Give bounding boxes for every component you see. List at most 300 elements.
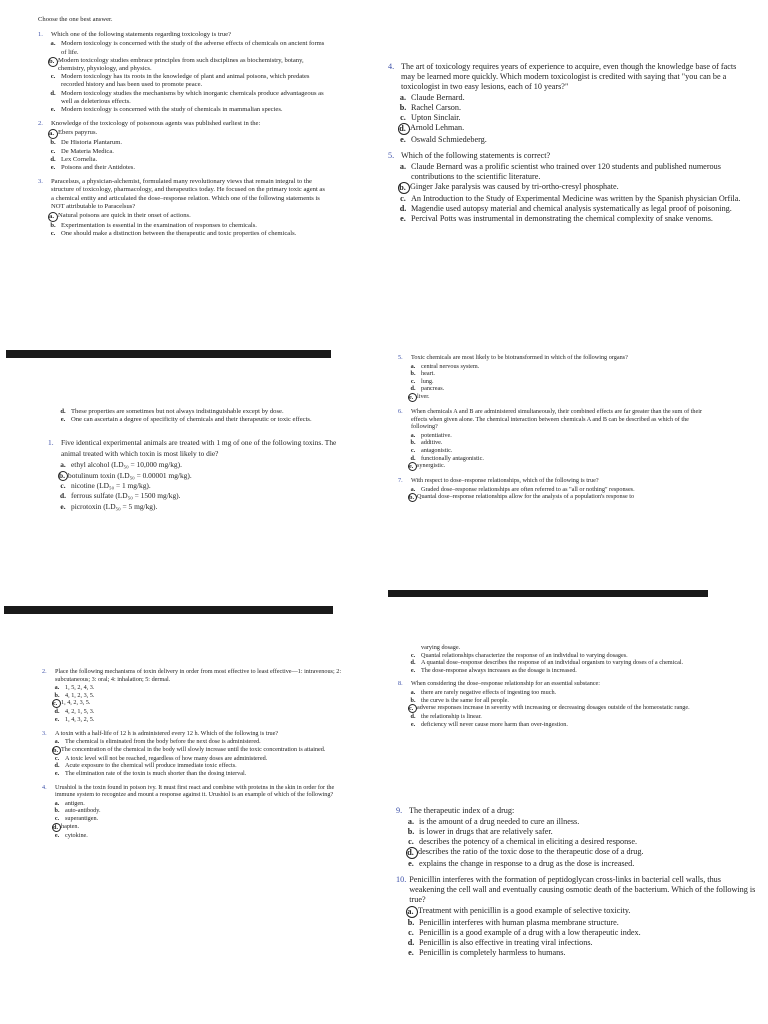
option-text: The concentration of the chemical in the body will slowly increase until the toxic concentration is attained. <box>61 745 326 753</box>
answer-option[interactable] <box>48 222 328 230</box>
question-text: Five identical experimental animals are treated with 1 mg of one of the following toxins. The animal treated with which toxin is most likely to die? <box>61 438 337 458</box>
option-text: pancreas. <box>421 385 445 393</box>
option-text: is the amount of a drug needed to cure an illness. <box>419 817 580 826</box>
answer-option[interactable] <box>406 827 758 837</box>
question-text: Which of the following statements is correct? <box>401 151 551 160</box>
answer-option[interactable] <box>48 40 328 56</box>
option-letter: a. <box>399 93 407 102</box>
question <box>38 178 328 238</box>
question-stem <box>398 354 706 362</box>
answer-option-selected[interactable] <box>398 123 750 135</box>
continued-option <box>408 659 698 667</box>
question-number: 6. <box>398 407 403 415</box>
option-letter: a. <box>54 799 60 807</box>
option-letter: d. <box>60 408 66 415</box>
option-letter: b. <box>54 691 60 699</box>
option-letter: b. <box>50 139 56 147</box>
answer-option[interactable] <box>52 832 352 840</box>
answer-option[interactable] <box>408 447 706 455</box>
option-text: superantigen. <box>65 814 99 822</box>
answer-options <box>58 460 338 512</box>
option-letter: c. <box>50 147 56 155</box>
answer-option-selected[interactable] <box>52 746 352 755</box>
answer-option[interactable] <box>408 713 698 721</box>
answer-option[interactable] <box>52 800 352 808</box>
option-text: One can ascertain a degree of specificity of chemicals and their therapeutic or toxic effects. <box>71 416 312 424</box>
question-text: Toxic chemicals are most likely to be biotransformed in which of the following organs? <box>411 354 628 361</box>
answer-option[interactable] <box>408 432 706 440</box>
answer-options <box>408 363 706 402</box>
option-letter: e. <box>60 416 66 424</box>
option-text: Quantal dose–response relationships allow for the analysis of a population's response to <box>417 493 635 501</box>
option-text: auto-antibody. <box>65 807 101 815</box>
answer-option[interactable] <box>406 938 758 948</box>
option-letter: c. <box>400 194 406 203</box>
option-letter: c. <box>408 928 414 937</box>
option-letter: a. <box>407 817 415 826</box>
option-text: functionally antagonistic. <box>421 454 484 462</box>
answer-option[interactable] <box>48 90 328 106</box>
option-letter: d. <box>54 762 60 770</box>
question-number: 5. <box>398 354 403 361</box>
option-text: Oswald Schmiedeberg. <box>411 135 487 144</box>
answer-option[interactable] <box>52 762 352 770</box>
question <box>396 875 758 958</box>
option-letter: c. <box>50 73 56 81</box>
question-number: 4. <box>42 783 47 791</box>
question-text: Penicillin interferes with the formation of peptidoglycan cross-links in bacterial cell walls, thus weakening the cell wall and eventually causing osmotic death of the bacterium. Which of the following is true? <box>409 875 756 904</box>
answer-option[interactable] <box>398 113 750 123</box>
answer-option-selected[interactable] <box>48 212 328 222</box>
option-letter: e. <box>410 666 416 674</box>
option-letter: c. <box>54 814 60 822</box>
selected-answer-circle: a. <box>48 129 58 139</box>
selected-answer-circle: d. <box>52 823 61 832</box>
answer-options <box>48 40 328 114</box>
question-stem <box>396 875 758 905</box>
answer-options <box>52 800 352 839</box>
question-number: 8. <box>398 680 403 688</box>
option-text: lung. <box>421 377 434 385</box>
option-letter: e. <box>60 501 66 511</box>
panel-bottom-right-lower <box>396 806 758 1006</box>
option-text: varying dosage. <box>421 644 461 651</box>
option-text: describes the ratio of the toxic dose to the therapeutic dose of a drug. <box>418 847 644 856</box>
question <box>398 680 698 728</box>
option-text: Modern toxicology studies embrace principles from such disciplines as biochemistry, botany, chemistry, physiology, and physics. <box>58 56 304 73</box>
answer-option[interactable] <box>408 689 698 697</box>
option-text: Magendie used autopsy material and chemical analysis systematically as legal proof of poisoning. <box>411 204 732 213</box>
option-letter: d. <box>410 454 416 462</box>
option-letter: a. <box>50 40 56 48</box>
option-text: Lex Cornelia. <box>61 155 98 163</box>
option-letter: c. <box>410 651 416 659</box>
option-text: there are rarely negative effects of ingesting too much. <box>421 688 557 696</box>
question-text: Place the following mechanisms of toxin delivery in order from most effective to least effective—1: intravenous; 2: subcutaneous; 3: oral; 4: inhalation; 5: dermal. <box>55 668 342 683</box>
answer-options <box>52 738 352 777</box>
answer-option[interactable] <box>406 918 758 928</box>
answer-option[interactable] <box>398 214 750 224</box>
continued-option <box>408 667 698 675</box>
answer-option[interactable] <box>406 859 758 869</box>
panel-top-right <box>388 62 750 292</box>
answer-option[interactable] <box>48 139 328 147</box>
answer-option[interactable] <box>52 692 352 700</box>
selected-answer-circle: d. <box>398 123 410 135</box>
option-text: Arnold Lehman. <box>410 123 465 132</box>
option-letter: c. <box>50 230 56 238</box>
answer-option[interactable] <box>58 502 338 512</box>
option-text: A toxic level will not be reached, regardless of how many doses are administered. <box>65 754 268 762</box>
option-letter: d. <box>60 491 66 501</box>
option-text: The chemical is eliminated from the body before the next dose is administered. <box>65 738 261 746</box>
option-letter: e. <box>400 214 406 223</box>
answer-option[interactable] <box>48 156 328 164</box>
answer-option-selected[interactable] <box>398 182 750 194</box>
answer-option[interactable] <box>52 815 352 823</box>
option-letter: b. <box>410 439 416 447</box>
answer-option[interactable] <box>406 928 758 938</box>
question-number: 1. <box>48 438 54 448</box>
answer-options <box>52 684 352 723</box>
panel-bottom-left <box>42 668 352 938</box>
question-number: 2. <box>42 668 47 675</box>
option-text: central nervous system. <box>421 362 480 370</box>
option-text: 1, 4, 2, 3, 5. <box>61 699 91 707</box>
answer-option[interactable] <box>52 708 352 716</box>
answer-option-selected[interactable] <box>408 493 706 502</box>
selected-answer-circle: e. <box>408 393 417 402</box>
panel-top-left <box>38 16 328 294</box>
answer-option[interactable] <box>398 162 750 182</box>
answer-option[interactable] <box>408 363 706 371</box>
option-letter: b. <box>410 696 416 704</box>
answer-options <box>48 212 328 238</box>
continued-option <box>408 644 698 652</box>
answer-option[interactable] <box>48 148 328 156</box>
option-text: De Historia Plantarum. <box>61 139 122 147</box>
answer-option[interactable] <box>52 755 352 763</box>
option-text: Modern toxicology studies the mechanisms by which inorganic chemicals produce advantageous as well as deleterious effects. <box>61 89 324 105</box>
option-letter: a. <box>399 162 407 171</box>
question-stem <box>42 730 352 738</box>
answer-options <box>408 486 706 503</box>
option-letter: d. <box>50 89 56 97</box>
question-number: 5. <box>388 151 395 160</box>
option-letter: a. <box>410 362 416 370</box>
answer-option[interactable] <box>398 194 750 204</box>
answer-option[interactable] <box>58 491 338 501</box>
option-letter: c. <box>54 754 60 762</box>
answer-option[interactable] <box>406 837 758 847</box>
answer-option[interactable] <box>408 486 706 494</box>
option-letter: a. <box>410 485 416 493</box>
option-text: Penicillin interferes with human plasma membrane structure. <box>419 918 619 927</box>
question <box>38 120 328 172</box>
answer-option[interactable] <box>408 370 706 378</box>
option-letter: b. <box>410 370 416 378</box>
question-stem <box>38 120 328 128</box>
option-letter: d. <box>407 938 415 947</box>
option-text: ethyl alcohol (LD₅₀ = 10,000 mg/kg). <box>71 460 182 470</box>
question-text: A toxin with a half-life of 12 h is administered every 12 h. Which of the following is true? <box>55 729 279 737</box>
option-text: picrotoxin (LD₅₀ = 5 mg/kg). <box>71 501 158 511</box>
answer-option[interactable] <box>398 103 750 113</box>
option-text: 1, 4, 3, 2, 5. <box>65 715 95 723</box>
question-stem <box>388 151 750 161</box>
answer-options <box>408 689 698 728</box>
answer-option[interactable] <box>408 439 706 447</box>
option-text: explains the change in response to a drug as the dose is increased. <box>419 859 635 868</box>
option-text: Penicillin is a good example of a drug with a low therapeutic index. <box>419 928 641 937</box>
selected-answer-circle: a. <box>48 212 58 222</box>
option-text: heart. <box>421 370 435 378</box>
selected-answer-circle: b. <box>48 57 58 67</box>
answer-option[interactable] <box>52 684 352 692</box>
option-text: the curve is the same for all people. <box>421 696 509 704</box>
option-letter: a. <box>410 431 416 439</box>
answer-option[interactable] <box>52 770 352 778</box>
selected-answer-circle: e. <box>408 462 417 471</box>
answer-option-selected[interactable] <box>58 471 338 481</box>
answer-option-selected[interactable] <box>406 847 758 859</box>
option-text: Ebers papyrus. <box>58 129 98 137</box>
answer-option[interactable] <box>48 106 328 114</box>
option-text: botulinum toxin (LD₅₀ = 0.00001 mg/kg). <box>68 470 192 480</box>
question-number: 10. <box>396 875 407 884</box>
question <box>398 354 706 402</box>
selected-answer-circle: b. <box>58 471 68 481</box>
option-text: antigen. <box>65 799 85 807</box>
answer-option[interactable] <box>406 817 758 827</box>
option-letter: d. <box>50 155 56 163</box>
option-text: Penicillin is completely harmless to humans. <box>419 948 566 957</box>
option-text: Treatment with penicillin is a good example of selective toxicity. <box>418 906 631 915</box>
answer-option-selected[interactable] <box>408 393 706 402</box>
question <box>396 806 758 869</box>
answer-option-selected[interactable] <box>408 704 698 713</box>
question-stem <box>48 438 338 459</box>
answer-options <box>408 432 706 471</box>
question <box>42 668 352 724</box>
option-text: 1, 5, 2, 4, 3. <box>65 684 95 692</box>
page-divider-right <box>388 590 708 597</box>
answer-option[interactable] <box>408 385 706 393</box>
option-text: cytokine. <box>65 831 88 839</box>
answer-options <box>48 129 328 172</box>
option-text: 4, 1, 2, 3, 5. <box>65 691 95 699</box>
option-text: Rachel Carson. <box>411 103 462 112</box>
question-text: When chemicals A and B are administered simultaneously, their combined effects are far greater than the sum of their effects when given alone. The chemical interaction between chemicals A and B can be described as which of the following? <box>411 407 703 431</box>
option-text: is lower in drugs that are relatively safer. <box>419 827 553 836</box>
continued-option <box>58 408 338 416</box>
question-stem <box>38 178 328 211</box>
answer-option[interactable] <box>52 716 352 724</box>
option-letter: b. <box>407 827 415 836</box>
option-text: deficiency will never cause more harm than over-ingestion. <box>421 720 568 728</box>
question-number: 7. <box>398 477 403 485</box>
option-text: Upton Sinclair. <box>411 113 461 122</box>
option-text: antagonistic. <box>421 446 453 454</box>
question <box>388 62 750 145</box>
question-number: 2. <box>38 120 43 128</box>
option-text: Claude Bernard was a prolific scientist who trained over 120 students and published numerous contributions to the scientific literature. <box>411 162 721 181</box>
selected-answer-circle: c. <box>52 699 61 708</box>
answer-option[interactable] <box>406 948 758 958</box>
option-text: Percival Potts was instrumental in demonstrating the chemical complexity of snake venoms. <box>411 214 713 223</box>
option-letter: d. <box>410 713 416 721</box>
option-text: Claude Bernard. <box>411 93 465 102</box>
option-letter: a. <box>54 738 60 746</box>
answer-option[interactable] <box>398 135 750 145</box>
option-text: hapten. <box>61 822 80 830</box>
option-text: One should make a distinction between the therapeutic and toxic properties of chemicals. <box>61 230 297 238</box>
selected-answer-circle: b. <box>398 182 410 194</box>
option-text: These properties are sometimes but not always indistinguishable except by dose. <box>71 408 284 415</box>
option-text: 4, 2, 1, 5, 3. <box>65 708 95 716</box>
selected-answer-circle: d. <box>406 847 418 859</box>
selected-answer-circle: b. <box>408 493 417 502</box>
question-number: 9. <box>396 806 403 815</box>
selected-answer-circle: a. <box>406 906 418 918</box>
option-text: Penicillin is also effective in treating viral infections. <box>419 938 593 947</box>
answer-option[interactable] <box>48 230 328 238</box>
option-text: Poisons and their Antidotes. <box>61 164 135 172</box>
question <box>398 477 706 502</box>
option-letter: e. <box>400 135 406 144</box>
question-stem <box>38 31 328 39</box>
page-divider-left-1 <box>6 350 331 358</box>
option-text: synergistic. <box>417 462 446 470</box>
option-text: Natural poisons are quick in their onset of actions. <box>58 212 191 220</box>
question-text: With respect to dose–response relationships, which of the following is true? <box>411 477 599 485</box>
question <box>48 438 338 512</box>
option-letter: a. <box>410 688 416 696</box>
option-letter: d. <box>410 659 416 667</box>
answer-option-selected[interactable] <box>48 129 328 139</box>
option-letter: e. <box>54 769 60 777</box>
question-number: 1. <box>38 31 43 39</box>
option-text: Modern toxicology has its roots in the knowledge of plant and animal poisons, which predates recorded history and has been used to promote peace. <box>61 73 310 89</box>
question-text: Knowledge of the toxicology of poisonous agents was published earliest in the: <box>51 120 261 128</box>
panel-middle-right <box>398 354 706 544</box>
answer-option-selected[interactable] <box>408 462 706 471</box>
option-letter: d. <box>54 708 60 716</box>
option-letter: b. <box>407 918 415 927</box>
answer-option[interactable] <box>48 164 328 172</box>
question-stem <box>388 62 750 92</box>
option-text: De Materia Medica. <box>61 147 114 155</box>
option-letter: a. <box>60 460 66 470</box>
answer-option[interactable] <box>48 73 328 89</box>
answer-option-selected[interactable] <box>52 823 352 832</box>
answer-options <box>398 162 750 224</box>
answer-option-selected[interactable] <box>48 57 328 73</box>
question-number: 4. <box>388 62 395 71</box>
answer-options <box>406 817 758 869</box>
selected-answer-circle: c. <box>408 704 417 713</box>
option-letter: d. <box>410 385 416 393</box>
answer-option[interactable] <box>58 460 338 470</box>
answer-option[interactable] <box>398 93 750 103</box>
option-letter: e. <box>50 106 56 114</box>
question-text: Which one of the following statements regarding toxicology is true? <box>51 31 231 39</box>
option-letter: c. <box>400 113 406 122</box>
question-text: Paracelsus, a physician-alchemist, formulated many revolutionary views that remain integral to the structure of toxicology, pharmacology, and therapeutics today. He focused on the primary toxic agent as a chemical entity and articulated the dose–response relation. Which one of the following statements is NOT attributable to Paracelsus? <box>51 178 325 210</box>
answer-option-selected[interactable] <box>406 906 758 918</box>
option-text: Experimentation is essential in the examination of responses to chemicals. <box>61 222 257 230</box>
option-text: Ginger Jake paralysis was caused by tri-ortho-cresyl phosphate. <box>410 182 619 191</box>
answer-option[interactable] <box>408 697 698 705</box>
option-letter: a. <box>54 684 60 692</box>
option-text: ferrous sulfate (LD₅₀ = 1500 mg/kg). <box>71 491 181 501</box>
question-stem <box>396 806 758 816</box>
option-text: liver. <box>417 392 430 400</box>
answer-option[interactable] <box>408 378 706 386</box>
option-letter: e. <box>410 720 416 728</box>
question <box>388 151 750 224</box>
question-text: When considering the dose–response relationship for an essential substance: <box>411 680 601 688</box>
question <box>398 408 706 471</box>
option-letter: e. <box>54 715 60 723</box>
page-divider-left-2 <box>4 606 333 614</box>
answer-option[interactable] <box>408 721 698 729</box>
question-number: 3. <box>38 178 43 186</box>
answer-options <box>406 906 758 958</box>
option-text: A quantal dose–response describes the response of an individual organism to varying doses of a chemical. <box>421 659 684 667</box>
option-letter: e. <box>408 948 414 957</box>
question-text: The therapeutic index of a drug: <box>409 806 515 815</box>
answer-option[interactable] <box>52 738 352 746</box>
question-number: 3. <box>42 729 47 737</box>
question <box>38 31 328 114</box>
option-text: describes the potency of a chemical in eliciting a desired response. <box>419 837 638 846</box>
option-text: The dose-response always increases as the dosage is increased. <box>421 666 577 674</box>
option-text: Modern toxicology is concerned with the study of the adverse effects of chemicals on ancient forms of life. <box>61 40 325 56</box>
option-text: An Introduction to the Study of Experimental Medicine was written by the Spanish physician Orfila. <box>411 194 741 203</box>
question <box>42 784 352 840</box>
answer-option[interactable] <box>58 481 338 491</box>
answer-options <box>398 93 750 145</box>
option-text: Quantal relationships characterize the response of an individual to varying dosages. <box>421 651 628 659</box>
option-letter: b. <box>50 222 56 230</box>
option-letter: c. <box>60 481 66 491</box>
option-letter: c. <box>410 377 416 385</box>
option-text: Modern toxicology is concerned with the study of chemicals in mammalian species. <box>61 106 283 114</box>
question-stem <box>398 477 706 485</box>
question-stem <box>398 680 698 688</box>
answer-option[interactable] <box>408 455 706 463</box>
option-letter: e. <box>54 831 60 839</box>
question-stem <box>398 408 706 431</box>
option-text: Graded dose–response relationships are often referred to as "all or nothing" responses. <box>421 485 635 493</box>
continued-option <box>408 652 698 660</box>
answer-option-selected[interactable] <box>52 699 352 708</box>
option-text: nicotine (LD₅₀ = 1 mg/kg). <box>71 481 151 491</box>
question <box>42 730 352 778</box>
question-text: The art of toxicology requires years of experience to acquire, even though the knowledge base of facts may be learned more quickly. Which modern toxicologist is credited with saying that "you can be a toxicologist in two easy lesions, each of 10 years?" <box>401 62 737 91</box>
panel-middle-left <box>48 408 338 558</box>
option-text: additive. <box>421 439 443 447</box>
option-text: the relationship is linear. <box>421 713 482 721</box>
answer-option[interactable] <box>398 204 750 214</box>
answer-option[interactable] <box>52 807 352 815</box>
option-letter: b. <box>399 103 407 112</box>
option-text: Acute exposure to the chemical will produce immediate toxic effects. <box>65 762 237 770</box>
question-text: Urushiol is the toxin found in poison ivy. It must first react and combine with proteins in the skin in order for the immune system to recognize and mount a response against it. Urushiol is an example of which of the following? <box>55 783 335 799</box>
question-stem <box>42 668 352 683</box>
option-text: The elimination rate of the toxin is much shorter than the dosing interval. <box>65 769 247 777</box>
